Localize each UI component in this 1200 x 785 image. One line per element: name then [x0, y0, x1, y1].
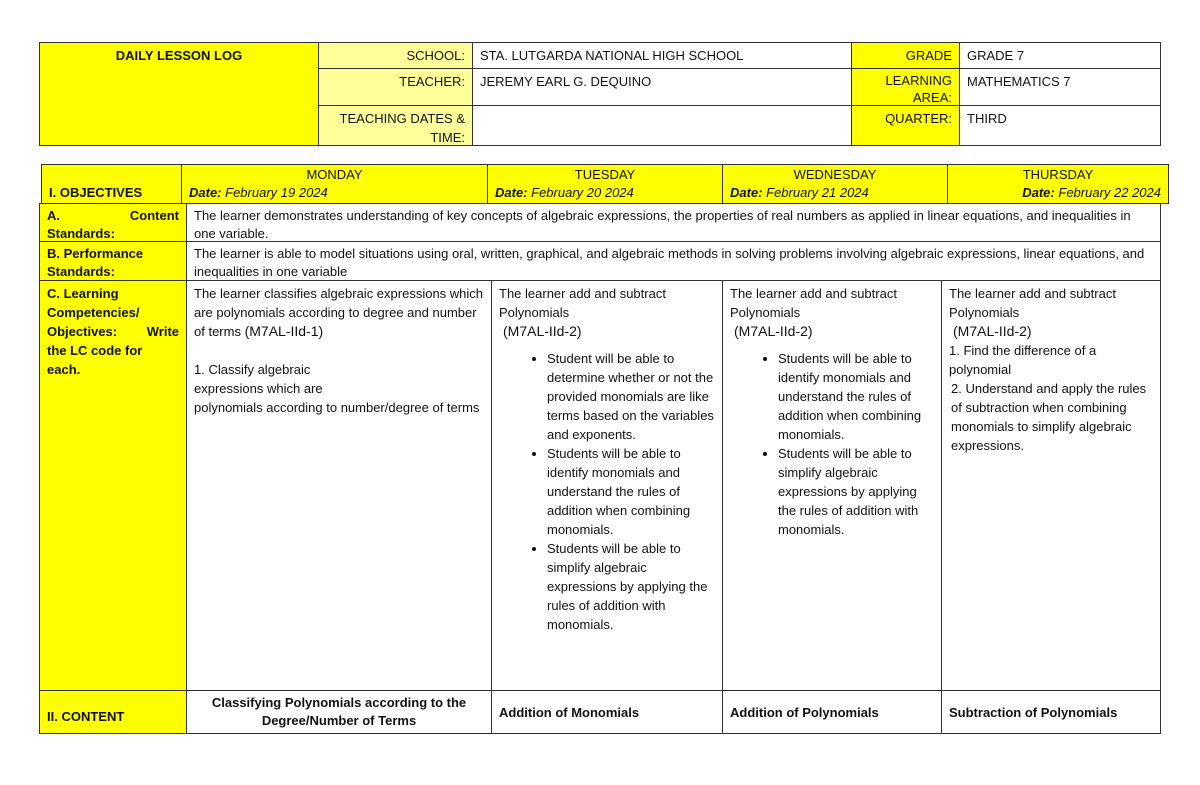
list-item: 1. Find the difference of a polynomial — [949, 343, 1097, 377]
content-wednesday: Addition of Polynomials — [722, 690, 942, 734]
content-standards-label: A. Content Standards: — [39, 203, 187, 242]
competency-tuesday: The learner add and subtract Polynomials (M7AL-IId-2) • Student will be able to determine whether or not the provided monomials are like terms based on the variables and exponents. • Students will be able to identify monomials and understand the rules of addition when combining monomials. • Students will be able to simplify algebraic expressions by applying the rules of addition with monomials. — [491, 280, 723, 691]
competency-monday: The learner classifies algebraic expressions which are polynomials according to degree and number of terms (M7AL-IId-1) 1. Classify algebraic expressions which are polynomials according to number/degree of terms — [186, 280, 492, 691]
teacher-label: TEACHER: — [318, 68, 473, 106]
content-thursday: Subtraction of Polynomials — [941, 690, 1161, 734]
lc-code: (M7AL-IId-2) — [953, 323, 1032, 339]
learning-area-label: LEARNING AREA: — [851, 68, 960, 106]
day-date: February 20 2024 — [531, 185, 634, 200]
day-date: February 21 2024 — [766, 185, 869, 200]
quarter-value: THIRD — [959, 105, 1161, 146]
content-label: II. CONTENT — [39, 690, 187, 734]
teaching-dates-label: TEACHING DATES & TIME: — [318, 105, 473, 146]
day-header-monday — [181, 164, 488, 204]
lc-code: (M7AL-IId-2) — [503, 323, 582, 339]
teaching-dates-value — [472, 105, 852, 146]
content-standards-text: The learner demonstrates understanding of key concepts of algebraic expressions, the properties of real numbers as applied in linear equations, and inequalities in one variable. — [186, 203, 1161, 242]
grade-level-label: GRADE — [851, 42, 960, 69]
learning-competencies-label: C. Learning Competencies/ Objectives: Write the LC code for each. — [39, 280, 187, 691]
title-text: DAILY LESSON LOG — [115, 48, 243, 63]
day-date: February 22 2024 — [1058, 185, 1161, 200]
day-name: MONDAY — [306, 167, 363, 182]
list-item: • Students will be able to simplify algebraic expressions by applying the rules of addition with monomials. — [778, 444, 934, 539]
performance-standards-label: B. Performance Standards: — [39, 241, 187, 281]
school-label: SCHOOL: — [318, 42, 473, 69]
daily-lesson-log-title — [39, 42, 319, 146]
day-date: February 19 2024 — [225, 185, 328, 200]
objectives-heading: I. OBJECTIVES — [41, 164, 182, 204]
competency-wednesday: The learner add and subtract Polynomials (M7AL-IId-2) • Students will be able to identify monomials and understand the rules of addition when combining monomials. • Students will be able to simplify algebraic expressions by applying the rules of addition with monomials. — [722, 280, 942, 691]
competency-thursday: The learner add and subtract Polynomials (M7AL-IId-2) 1. Find the difference of a polynomial 2. Understand and apply the rules of subtraction when combining monomials to simplify algebraic expressions. — [941, 280, 1161, 691]
day-name: THURSDAY — [1022, 167, 1094, 182]
quarter-label: QUARTER: — [851, 105, 960, 146]
date-prefix: Date: — [1022, 185, 1055, 200]
day-name: TUESDAY — [574, 167, 636, 182]
list-item: • Students will be able to identify monomials and understand the rules of addition when combining monomials. — [547, 444, 715, 539]
day-header-tuesday — [487, 164, 723, 204]
list-item: • Students will be able to simplify algebraic expressions by applying the rules of addition with monomials. — [547, 539, 715, 634]
list-item: • Students will be able to identify monomials and understand the rules of addition when combining monomials. — [778, 349, 934, 444]
day-header-thursday — [947, 164, 1169, 204]
teacher-value: JEREMY EARL G. DEQUINO — [472, 68, 852, 106]
content-tuesday: Addition of Monomials — [491, 690, 723, 734]
date-prefix: Date: — [730, 185, 763, 200]
lc-code: (M7AL-IId-2) — [734, 323, 813, 339]
content-monday: Classifying Polynomials according to the Degree/Number of Terms — [186, 690, 492, 734]
date-prefix: Date: — [495, 185, 528, 200]
grade-level-value: GRADE 7 — [959, 42, 1161, 69]
day-header-wednesday — [722, 164, 948, 204]
school-value: STA. LUTGARDA NATIONAL HIGH SCHOOL — [472, 42, 852, 69]
lc-code: (M7AL-IId-1) — [244, 323, 324, 339]
list-item: • Student will be able to determine whether or not the provided monomials are like terms based on the variables and exponents. — [547, 349, 715, 444]
date-prefix: Date: — [189, 185, 222, 200]
learning-area-value: MATHEMATICS 7 — [959, 68, 1161, 106]
list-item: 2. Understand and apply the rules of subtraction when combining monomials to simplify algebraic expressions. — [951, 381, 1147, 453]
performance-standards-text: The learner is able to model situations using oral, written, graphical, and algebraic methods in solving problems involving algebraic expressions, linear equations, and inequalities in one variable — [186, 241, 1161, 281]
day-name: WEDNESDAY — [793, 167, 877, 182]
